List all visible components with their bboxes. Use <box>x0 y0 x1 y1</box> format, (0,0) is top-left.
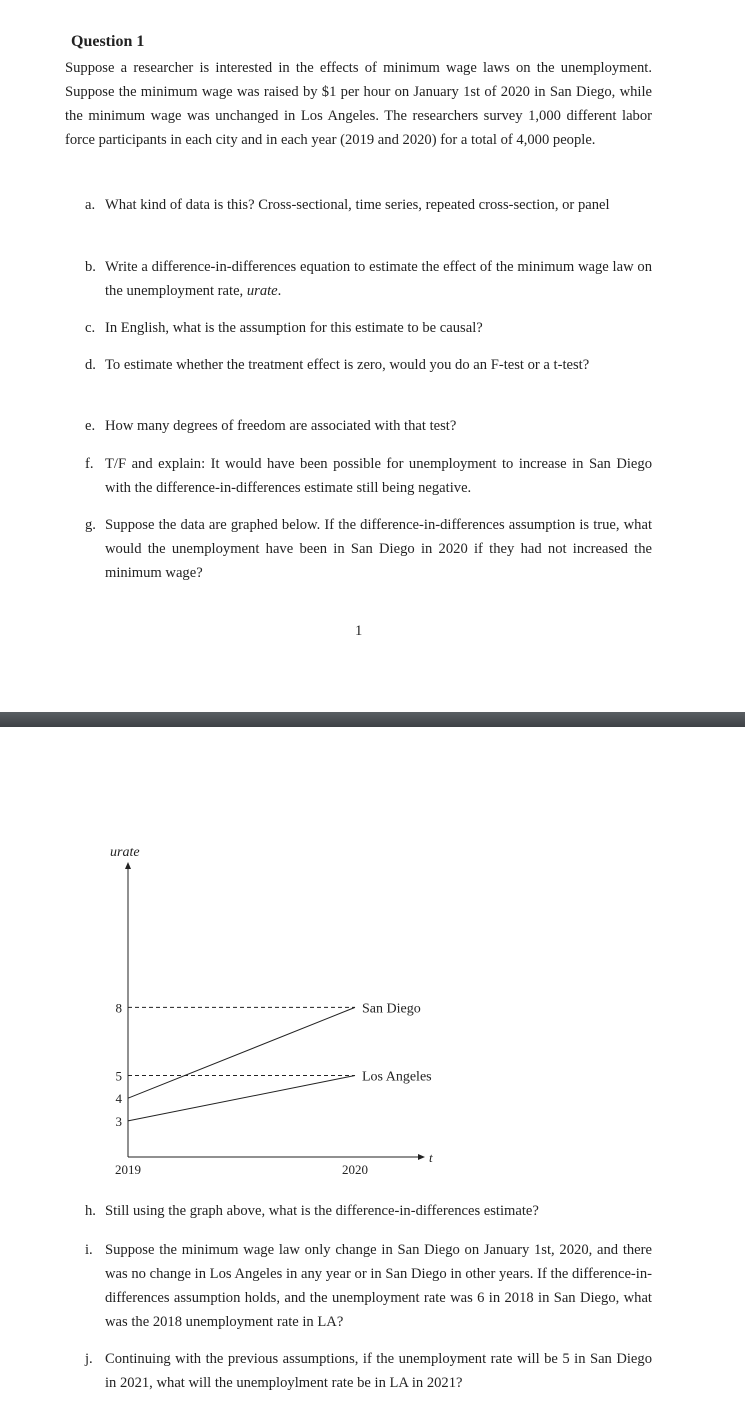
y-axis-arrow <box>125 862 131 869</box>
series-line-los-angeles <box>128 1076 355 1121</box>
y-tick-3: 3 <box>115 1113 122 1129</box>
part-label: g. <box>85 517 96 533</box>
y-tick-8: 8 <box>115 1000 122 1016</box>
y-axis-label: urate <box>110 845 140 860</box>
part-f <box>85 452 652 500</box>
part-text: Write a difference-in-differences equation to estimate the effect of the minimum wage law on the unemployment rate, urate. <box>105 259 652 299</box>
part-text: What kind of data is this? Cross-sectional, time series, repeated cross-section, or panel <box>105 197 610 213</box>
part-text: T/F and explain: It would have been possible for unemployment to increase in San Diego with the difference-in-differences estimate still being negative. <box>105 456 652 496</box>
part-label: c. <box>85 320 96 336</box>
part-text: Continuing with the previous assumptions, if the unemployment rate will be 5 in San Diego in 2021, what will the unemploylment rate be in LA in 2021? <box>105 1351 652 1391</box>
series-label-los-angeles: Los Angeles <box>362 1069 432 1085</box>
part-label: f. <box>85 456 94 472</box>
part-label: b. <box>85 259 96 275</box>
part-b <box>85 255 652 303</box>
part-j <box>85 1347 652 1395</box>
part-label: d. <box>85 357 96 373</box>
part-e <box>85 414 652 438</box>
part-label: a. <box>85 197 96 213</box>
part-a <box>85 193 652 217</box>
part-label: i. <box>85 1242 93 1258</box>
x-tick-2019: 2019 <box>115 1162 141 1177</box>
x-axis-arrow <box>418 1154 425 1160</box>
part-label: h. <box>85 1203 96 1219</box>
question-title: Question 1 <box>71 33 145 50</box>
urate-term: urate <box>246 283 278 299</box>
part-label: e. <box>85 418 96 434</box>
question-intro: Suppose a researcher is interested in the effects of minimum wage laws on the unemployment. Suppose the minimum wage was raised by $1 per hour on January 1st of 2020 in San Diego, while the minimum wage was unchanged in Los Angeles. The researchers survey 1,000 different labor force participants in each city and in each year (2019 and 2020) for a total of 4,000 people. <box>65 60 652 148</box>
part-label: j. <box>85 1351 93 1367</box>
part-g <box>85 513 652 585</box>
part-text: In English, what is the assumption for this estimate to be causal? <box>105 320 483 336</box>
x-tick-2020: 2020 <box>342 1162 368 1177</box>
page-divider <box>0 712 745 727</box>
part-text: Suppose the data are graphed below. If the difference-in-differences assumption is true, what would the unemployment have been in San Diego in 2020 if they had not increased the minimum wage? <box>105 517 652 581</box>
part-c <box>85 316 652 340</box>
part-h <box>85 1199 652 1223</box>
page-2 <box>0 727 745 1406</box>
part-i <box>85 1238 652 1334</box>
part-text: How many degrees of freedom are associated with that test? <box>105 418 457 434</box>
part-text: Suppose the minimum wage law only change in San Diego on January 1st, 2020, and there was no change in Los Angeles in any year or in San Diego in other years. If the difference-in-differences assumption holds, and the unemployment rate was 6 in 2018 in San Diego, what was the 2018 unemployment rate in LA? <box>105 1242 652 1330</box>
series-label-san-diego: San Diego <box>362 1001 421 1017</box>
y-tick-5: 5 <box>115 1068 122 1084</box>
part-text: Still using the graph above, what is the difference-in-differences estimate? <box>105 1203 539 1219</box>
series-line-san-diego <box>128 1007 355 1098</box>
y-tick-4: 4 <box>115 1091 122 1107</box>
page-number: 1 <box>355 623 363 639</box>
part-text: To estimate whether the treatment effect is zero, would you do an F-test or a t-test? <box>105 357 590 373</box>
part-d <box>85 353 652 377</box>
x-axis-label: t <box>429 1150 433 1165</box>
